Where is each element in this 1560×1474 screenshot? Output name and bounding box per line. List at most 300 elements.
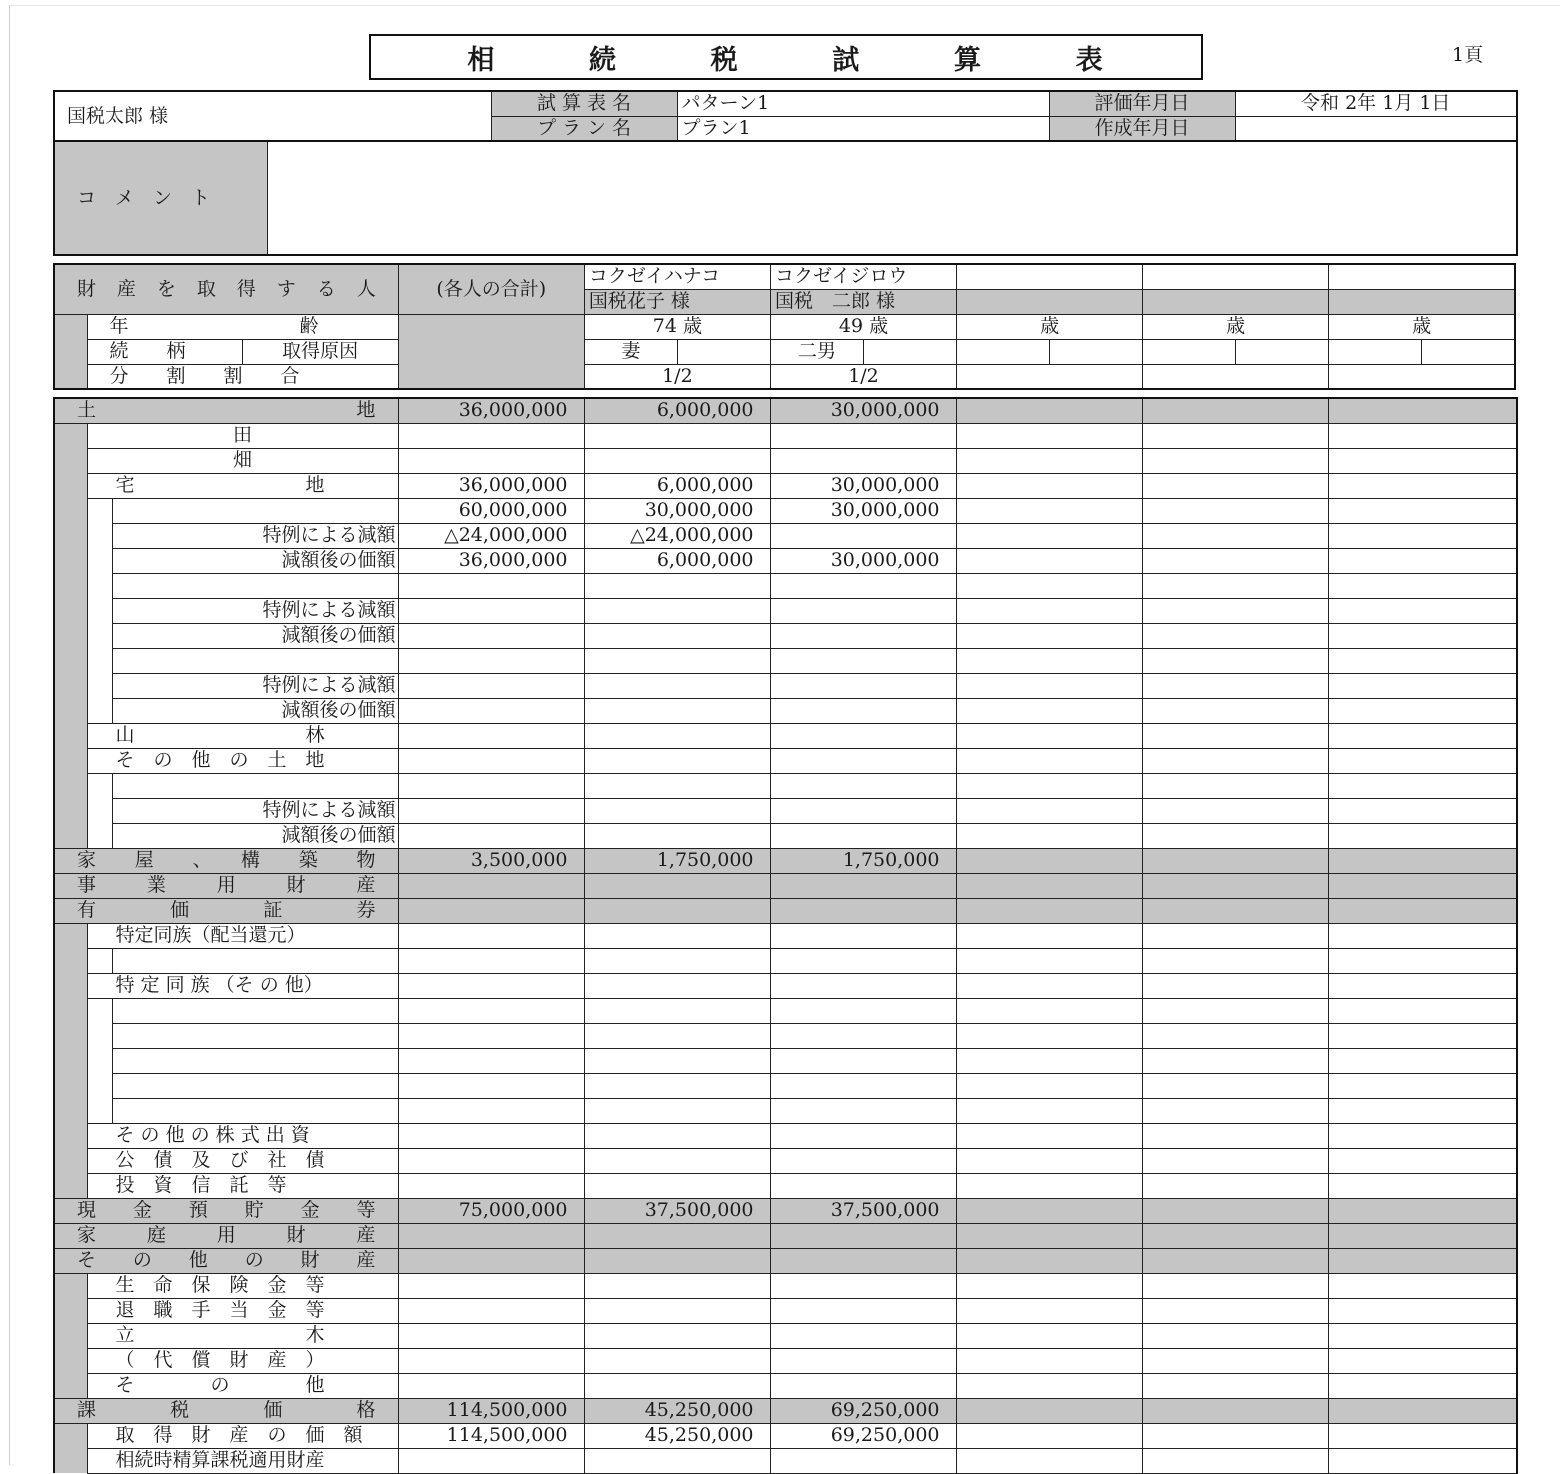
asset-value: 30,000,000 xyxy=(770,473,956,498)
asset-row xyxy=(54,1048,1517,1073)
asset-value xyxy=(1328,1223,1517,1248)
asset-row xyxy=(54,1323,1517,1348)
indent-spacer xyxy=(87,948,112,973)
asset-label xyxy=(112,1073,398,1098)
asset-value xyxy=(1142,1123,1328,1148)
asset-label: 有 価 証 券 xyxy=(54,898,398,923)
indent-spacer xyxy=(87,1098,112,1123)
asset-value xyxy=(1142,1298,1328,1323)
asset-value xyxy=(584,1098,770,1123)
asset-value xyxy=(770,673,956,698)
asset-value xyxy=(1142,873,1328,898)
asset-label: （ 代 償 財 産 ） xyxy=(87,1348,398,1373)
asset-row xyxy=(54,1073,1517,1098)
asset-value xyxy=(584,673,770,698)
asset-value xyxy=(1328,773,1517,798)
asset-value xyxy=(1328,623,1517,648)
asset-total xyxy=(398,998,584,1023)
asset-label: そ の 他 の 株 式 出 資 xyxy=(87,1123,398,1148)
asset-value xyxy=(956,1273,1142,1298)
asset-value xyxy=(956,498,1142,523)
asset-label: 減額後の価額 xyxy=(112,623,398,648)
asset-value xyxy=(584,923,770,948)
asset-value xyxy=(1328,1148,1517,1173)
asset-label: そ の 他 xyxy=(87,1373,398,1398)
asset-total xyxy=(398,1248,584,1273)
asset-row xyxy=(54,623,1517,648)
asset-label: そ の 他 の 財 産 xyxy=(54,1248,398,1273)
asset-label: 特例による減額 xyxy=(112,523,398,548)
asset-value xyxy=(1142,698,1328,723)
asset-value xyxy=(770,1323,956,1348)
asset-total xyxy=(398,448,584,473)
asset-value xyxy=(1328,748,1517,773)
asset-value xyxy=(1142,823,1328,848)
asset-value xyxy=(1142,448,1328,473)
asset-total xyxy=(398,973,584,998)
asset-value xyxy=(770,448,956,473)
asset-total xyxy=(398,873,584,898)
asset-row xyxy=(54,1123,1517,1148)
heir-ratio: 1/2 xyxy=(584,364,770,389)
asset-label: 減額後の価額 xyxy=(112,698,398,723)
asset-value xyxy=(956,998,1142,1023)
asset-value xyxy=(770,698,956,723)
asset-value xyxy=(1142,623,1328,648)
asset-value xyxy=(956,1123,1142,1148)
heir-name xyxy=(957,289,1143,314)
indent-spacer xyxy=(87,773,112,798)
asset-value xyxy=(1328,648,1517,673)
asset-total xyxy=(398,673,584,698)
asset-value xyxy=(770,423,956,448)
asset-label: 投 資 信 託 等 xyxy=(87,1173,398,1198)
heir-name: 国税 二郎 様 xyxy=(770,289,956,314)
indent-spacer xyxy=(87,998,112,1023)
asset-value xyxy=(770,1223,956,1248)
age-label: 年 齢 xyxy=(87,314,398,339)
asset-row xyxy=(54,1148,1517,1173)
asset-value xyxy=(584,873,770,898)
age-unit: 歳 xyxy=(869,315,889,337)
asset-row xyxy=(54,1173,1517,1198)
asset-value xyxy=(1328,523,1517,548)
comment-label: コ メ ン ト xyxy=(54,141,267,255)
title-char: 試 xyxy=(832,44,862,76)
asset-value xyxy=(1328,1448,1517,1473)
ratio-label: 分 割 割 合 xyxy=(87,364,398,389)
eval-date-value: 令和 2年 1月 1日 xyxy=(1235,91,1517,116)
asset-value xyxy=(1328,1423,1517,1448)
asset-value: 30,000,000 xyxy=(770,548,956,573)
asset-label: 家 屋 、 構 築 物 xyxy=(54,848,398,873)
asset-value xyxy=(1142,1373,1328,1398)
asset-label: そ の 他 の 土 地 xyxy=(87,748,398,773)
heirs-table xyxy=(53,263,1516,390)
heir-name: 国税花子 様 xyxy=(584,289,770,314)
left-gray-bar xyxy=(54,523,87,548)
heir-age-value: 49 xyxy=(838,315,864,337)
heir-ratio xyxy=(957,364,1143,389)
heir-age xyxy=(770,314,956,339)
asset-value xyxy=(1142,1273,1328,1298)
asset-total xyxy=(398,1148,584,1173)
asset-value xyxy=(770,573,956,598)
asset-total xyxy=(398,1123,584,1148)
asset-total: △24,000,000 xyxy=(398,523,584,548)
asset-row xyxy=(54,898,1517,923)
asset-value xyxy=(956,798,1142,823)
left-gray-bar xyxy=(54,723,87,748)
asset-value xyxy=(1328,473,1517,498)
left-gray-bar xyxy=(54,1148,87,1173)
asset-value xyxy=(584,1248,770,1273)
asset-value xyxy=(1142,1073,1328,1098)
heir-age xyxy=(584,314,770,339)
heir-kana: コクゼイジロウ xyxy=(770,264,956,289)
asset-value xyxy=(956,1098,1142,1123)
title-char: 続 xyxy=(588,44,618,76)
asset-value xyxy=(770,823,956,848)
asset-value xyxy=(1142,473,1328,498)
plan-name-value: プラン1 xyxy=(677,116,1049,141)
heir-cause xyxy=(863,339,956,364)
asset-value xyxy=(956,848,1142,873)
asset-value: 1,750,000 xyxy=(770,848,956,873)
asset-total xyxy=(398,648,584,673)
asset-value xyxy=(956,698,1142,723)
asset-total xyxy=(398,798,584,823)
asset-row xyxy=(54,1248,1517,1273)
asset-value: 69,250,000 xyxy=(770,1423,956,1448)
relation-label: 続 柄 xyxy=(87,339,242,364)
asset-label: 減額後の価額 xyxy=(112,548,398,573)
left-gray-bar xyxy=(54,648,87,673)
asset-value xyxy=(1328,973,1517,998)
asset-row xyxy=(54,823,1517,848)
asset-total xyxy=(398,823,584,848)
asset-value xyxy=(1328,498,1517,523)
asset-value xyxy=(770,1348,956,1373)
left-gray-bar xyxy=(54,1273,87,1298)
asset-label xyxy=(112,773,398,798)
asset-label xyxy=(112,573,398,598)
asset-value xyxy=(1328,423,1517,448)
asset-value xyxy=(1328,1098,1517,1123)
left-gray-bar xyxy=(54,423,87,448)
asset-value: 30,000,000 xyxy=(584,498,770,523)
asset-value: 6,000,000 xyxy=(584,398,770,423)
asset-row xyxy=(54,473,1517,498)
asset-value xyxy=(770,723,956,748)
asset-label: 特例による減額 xyxy=(112,598,398,623)
total-column-label: (各人の合計) xyxy=(398,264,584,314)
asset-value: 6,000,000 xyxy=(584,548,770,573)
indent-spacer xyxy=(87,623,112,648)
asset-value xyxy=(956,573,1142,598)
asset-row xyxy=(54,648,1517,673)
asset-value xyxy=(584,423,770,448)
asset-value xyxy=(584,773,770,798)
asset-label: 畑 xyxy=(87,448,398,473)
left-gray-bar xyxy=(54,1448,87,1473)
asset-row xyxy=(54,773,1517,798)
heir-name xyxy=(1329,289,1515,314)
asset-value xyxy=(770,948,956,973)
asset-label: 特例による減額 xyxy=(112,673,398,698)
asset-row xyxy=(54,1298,1517,1323)
asset-value xyxy=(584,1223,770,1248)
heir-age xyxy=(1329,314,1515,339)
asset-row xyxy=(54,1398,1517,1423)
page-number: 1頁 xyxy=(1452,44,1484,66)
asset-row xyxy=(54,448,1517,473)
asset-value xyxy=(584,598,770,623)
indent-spacer xyxy=(87,673,112,698)
asset-label xyxy=(112,1023,398,1048)
asset-value xyxy=(1142,923,1328,948)
asset-value xyxy=(1328,448,1517,473)
asset-value xyxy=(956,748,1142,773)
asset-value xyxy=(1328,1198,1517,1223)
asset-value xyxy=(1142,1148,1328,1173)
asset-total xyxy=(398,1098,584,1123)
asset-value xyxy=(770,598,956,623)
heir-ratio: 1/2 xyxy=(770,364,956,389)
asset-value xyxy=(1328,898,1517,923)
heir-relation: 妻 xyxy=(584,339,677,364)
asset-row xyxy=(54,948,1517,973)
left-gray-bar xyxy=(54,673,87,698)
asset-value xyxy=(956,673,1142,698)
asset-value: 30,000,000 xyxy=(770,498,956,523)
asset-row xyxy=(54,498,1517,523)
left-gray-bar xyxy=(54,623,87,648)
asset-total xyxy=(398,1348,584,1373)
asset-value xyxy=(1328,723,1517,748)
asset-value: 37,500,000 xyxy=(770,1198,956,1223)
asset-value: 30,000,000 xyxy=(770,398,956,423)
asset-total: 114,500,000 xyxy=(398,1423,584,1448)
asset-row xyxy=(54,1373,1517,1398)
asset-value xyxy=(1142,798,1328,823)
asset-label: 立 木 xyxy=(87,1323,398,1348)
asset-total xyxy=(398,1323,584,1348)
heir-age-value: 74 xyxy=(652,315,677,337)
left-gray-bar xyxy=(54,1123,87,1148)
title-char: 算 xyxy=(953,44,983,76)
asset-value xyxy=(1328,548,1517,573)
asset-label: 特例による減額 xyxy=(112,798,398,823)
asset-row xyxy=(54,698,1517,723)
left-gray-bar xyxy=(54,314,87,389)
asset-row xyxy=(54,423,1517,448)
comment-field[interactable] xyxy=(267,141,1517,255)
heir-kana xyxy=(957,264,1143,289)
asset-value xyxy=(1328,1023,1517,1048)
age-unit: 歳 xyxy=(1040,315,1060,337)
asset-label xyxy=(112,498,398,523)
asset-value xyxy=(584,1123,770,1148)
heir-kana xyxy=(1329,264,1515,289)
asset-value xyxy=(956,523,1142,548)
asset-value: 69,250,000 xyxy=(770,1398,956,1423)
left-gray-bar xyxy=(54,1373,87,1398)
asset-label: 公 債 及 び 社 債 xyxy=(87,1148,398,1173)
asset-row xyxy=(54,1423,1517,1448)
indent-spacer xyxy=(87,573,112,598)
asset-value xyxy=(770,773,956,798)
asset-value xyxy=(770,1298,956,1323)
asset-value xyxy=(770,1023,956,1048)
asset-value xyxy=(584,898,770,923)
asset-value xyxy=(584,698,770,723)
asset-label xyxy=(112,948,398,973)
asset-row xyxy=(54,798,1517,823)
asset-value xyxy=(1328,873,1517,898)
asset-value xyxy=(956,598,1142,623)
asset-value xyxy=(956,1023,1142,1048)
asset-label xyxy=(112,648,398,673)
asset-value xyxy=(1142,648,1328,673)
asset-value xyxy=(1142,398,1328,423)
asset-value xyxy=(1328,1373,1517,1398)
heir-cause xyxy=(1422,339,1515,364)
asset-total xyxy=(398,1273,584,1298)
asset-label: 相続時精算課税適用財産 xyxy=(87,1448,398,1473)
asset-label: 現 金 預 貯 金 等 xyxy=(54,1198,398,1223)
asset-value xyxy=(956,898,1142,923)
asset-value xyxy=(1142,598,1328,623)
asset-total: 3,500,000 xyxy=(398,848,584,873)
asset-value xyxy=(584,1373,770,1398)
asset-total xyxy=(398,898,584,923)
asset-value xyxy=(956,1373,1142,1398)
asset-value xyxy=(1328,1323,1517,1348)
asset-value xyxy=(584,998,770,1023)
asset-total xyxy=(398,1023,584,1048)
heir-name xyxy=(1143,289,1329,314)
asset-value xyxy=(584,1073,770,1098)
asset-total: 36,000,000 xyxy=(398,473,584,498)
asset-value xyxy=(1328,948,1517,973)
asset-value xyxy=(1142,848,1328,873)
asset-value xyxy=(956,973,1142,998)
asset-value xyxy=(1142,1198,1328,1223)
asset-value xyxy=(956,623,1142,648)
eval-date-label: 評価年月日 xyxy=(1049,91,1235,116)
asset-value xyxy=(584,1023,770,1048)
asset-value xyxy=(770,973,956,998)
asset-value xyxy=(956,1173,1142,1198)
asset-value xyxy=(584,623,770,648)
asset-total xyxy=(398,698,584,723)
asset-value xyxy=(770,1098,956,1123)
asset-value: 6,000,000 xyxy=(584,473,770,498)
asset-value xyxy=(584,1448,770,1473)
indent-spacer xyxy=(87,548,112,573)
asset-value xyxy=(584,1298,770,1323)
asset-value xyxy=(1328,1048,1517,1073)
comment-table xyxy=(53,140,1518,256)
asset-value xyxy=(956,1248,1142,1273)
asset-value xyxy=(956,773,1142,798)
asset-value xyxy=(770,1148,956,1173)
indent-spacer xyxy=(87,598,112,623)
asset-total xyxy=(398,1448,584,1473)
asset-value xyxy=(956,548,1142,573)
asset-value xyxy=(956,1148,1142,1173)
asset-value xyxy=(1142,948,1328,973)
age-unit: 歳 xyxy=(1226,315,1246,337)
asset-total: 36,000,000 xyxy=(398,548,584,573)
asset-value xyxy=(1328,1298,1517,1323)
asset-value xyxy=(1142,773,1328,798)
left-gray-bar xyxy=(54,548,87,573)
asset-value xyxy=(770,1048,956,1073)
heir-cause xyxy=(677,339,770,364)
asset-value xyxy=(584,823,770,848)
asset-value xyxy=(584,448,770,473)
asset-total xyxy=(398,748,584,773)
asset-value xyxy=(1328,1273,1517,1298)
asset-label: 取 得 財 産 の 価 額 xyxy=(87,1423,398,1448)
asset-total xyxy=(398,948,584,973)
asset-value: 37,500,000 xyxy=(584,1198,770,1223)
asset-label xyxy=(112,998,398,1023)
indent-spacer xyxy=(87,823,112,848)
asset-total xyxy=(398,1048,584,1073)
asset-value xyxy=(1142,573,1328,598)
asset-value xyxy=(1328,1348,1517,1373)
asset-row xyxy=(54,748,1517,773)
asset-value xyxy=(584,1273,770,1298)
asset-value xyxy=(584,1323,770,1348)
cause-label: 取得原因 xyxy=(242,339,398,364)
left-gray-bar xyxy=(54,1298,87,1323)
asset-value xyxy=(956,948,1142,973)
asset-value xyxy=(1142,523,1328,548)
title-char: 相 xyxy=(467,44,497,76)
asset-value xyxy=(1142,498,1328,523)
asset-value xyxy=(770,1448,956,1473)
asset-row xyxy=(54,998,1517,1023)
heir-age xyxy=(957,314,1143,339)
asset-value xyxy=(584,948,770,973)
asset-value xyxy=(956,448,1142,473)
left-gray-bar xyxy=(54,923,87,948)
title-char: 表 xyxy=(1075,44,1105,76)
asset-value xyxy=(1142,998,1328,1023)
asset-label: 特 定 同 族 （そ の 他） xyxy=(87,973,398,998)
left-gray-bar xyxy=(54,998,87,1023)
asset-label xyxy=(112,1048,398,1073)
asset-row xyxy=(54,723,1517,748)
heir-ratio xyxy=(1143,364,1329,389)
asset-value xyxy=(956,1398,1142,1423)
header-table xyxy=(53,90,1518,142)
asset-row xyxy=(54,598,1517,623)
asset-value xyxy=(1328,923,1517,948)
asset-value xyxy=(770,1273,956,1298)
asset-value xyxy=(770,1123,956,1148)
indent-spacer xyxy=(87,498,112,523)
asset-value xyxy=(956,723,1142,748)
asset-label: 特定同族（配当還元） xyxy=(87,923,398,948)
asset-value xyxy=(584,748,770,773)
left-gray-bar xyxy=(54,698,87,723)
asset-value xyxy=(584,723,770,748)
